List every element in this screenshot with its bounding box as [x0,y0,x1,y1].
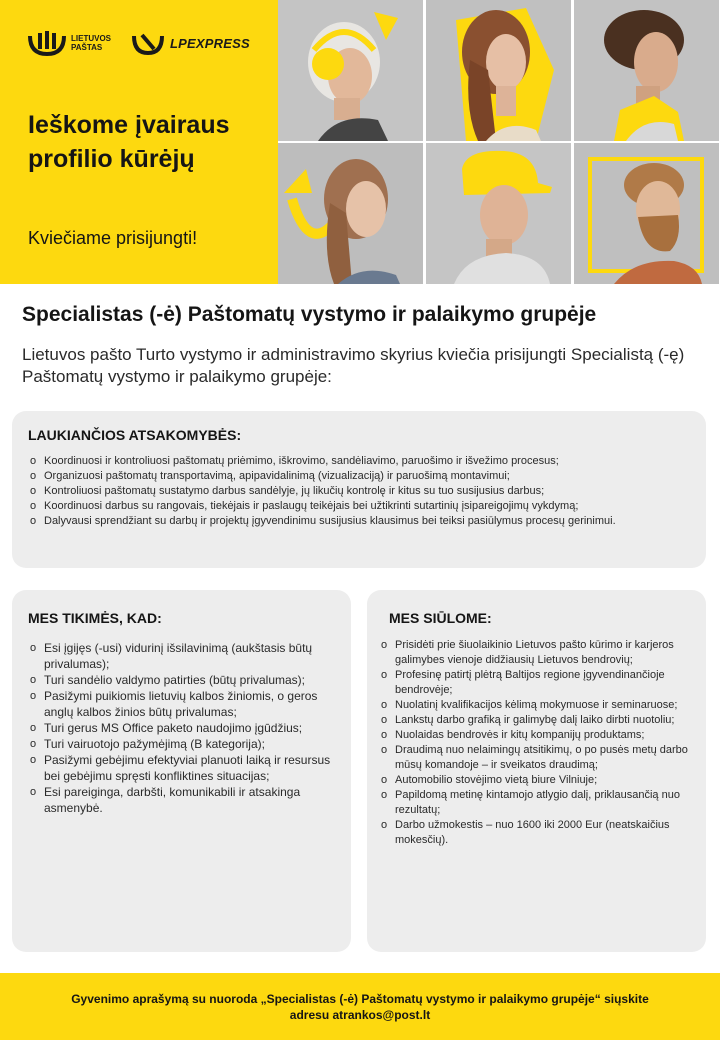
responsibilities-box [12,411,706,568]
list-item: o Turi sandėlio valdymo patirties (būtų privalumas); [28,672,337,688]
list-item: o Koordinuosi ir kontroliuosi paštomatų priėmimo, iškrovimo, sandėliavimo, paruošimo ir išvežimo procesus; [28,454,692,469]
lpexpress-emblem-icon [131,31,165,55]
footer-banner [0,973,720,1040]
expectations-list [28,640,337,816]
offer-title: MES SIŪLOME: [389,610,492,626]
photo-woman-headphones [278,0,423,141]
logo-text-line1: LIETUVOS [71,34,112,43]
list-item: o Dalyvausi sprendžiant su darbų ir projektų įgyvendinimu susijusius klausimus bei teiksi pasiūlymus procesų gerinimui. [28,514,692,529]
photo-woman-arrow [278,143,423,284]
lpexpress-text: LPEXPRESS [170,35,250,51]
list-item: o Turi vairuotojo pažymėjimą (B kategorija); [28,736,337,752]
offer-list [379,638,694,848]
yellow-panel [0,0,278,284]
intro-text: Lietuvos pašto Turto vystymo ir administravimo skyrius kviečia prisijungti Specialistą (-ę) Paštomatų vystymo ir palaikymo grupėje: [22,345,685,386]
list-item: o Papildomą metinę kintamojo atlygio dalį, priklausančią nuo rezultatų; [379,788,694,818]
list-item: o Lankstų darbo grafiką ir galimybę dalį laiko dirbti nuotoliu; [379,713,694,728]
job-title: Specialistas (-ė) Paštomatų vystymo ir palaikymo grupėje [22,303,597,326]
list-item: o Nuolatinį kvalifikacijos kėlimą mokymuose ir seminaruose; [379,698,694,713]
headline: Ieškome įvairaus profilio kūrėjų [28,111,230,173]
list-item: o Turi gerus MS Office paketo naudojimo įgūdžius; [28,720,337,736]
list-item: o Pasižymi puikiomis lietuvių kalbos žiniomis, o geros anglų kalbos žinios būtų privalumas; [28,688,337,720]
list-item: o Prisidėti prie šiuolaikinio Lietuvos pašto kūrimo ir karjeros galimybes vienoje didžiausių Lietuvos bendrovių; [379,638,694,668]
logos [28,30,250,56]
expectations-title: MES TIKIMĖS, KAD: [28,610,162,626]
lietuvos-pastas-emblem-icon [28,30,66,56]
footer-instruction: Gyvenimo aprašymą su nuoroda „Specialistas (-ė) Paštomatų vystymo ir palaikymo grupėje“ siųskite [71,992,649,1006]
logo-text-line2: PAŠTAS [71,43,103,52]
responsibilities-title: LAUKIANČIOS ATSAKOMYBĖS: [28,427,242,443]
photo-curly-man [574,0,719,141]
responsibilities-list [28,454,692,529]
offer-box [367,590,706,952]
subhead: Kviečiame prisijungti! [28,228,198,248]
list-item: o Kontroliuosi paštomatų sustatymo darbus sandėlyje, jų likučių kontrolę ir kitus su tuo susijusius darbus; [28,484,692,499]
list-item: o Profesinę patirtį plėtrą Baltijos regione įgyvendinančioje bendrovėje; [379,668,694,698]
photo-woman-long-hair [426,0,571,141]
photo-bearded-man [574,143,719,284]
header-banner [0,0,720,284]
list-item: o Nuolaidas bendrovės ir kitų kompanijų produktams; [379,728,694,743]
photo-man-yellow-cap [426,143,571,284]
list-item: o Organizuosi paštomatų transportavimą, apipavidalinimą (vizualizaciją) ir paruošimą montavimui; [28,469,692,484]
photo-grid [278,0,720,284]
lietuvos-pastas-logo [28,30,111,56]
list-item: o Pasižymi gebėjimu efektyviai planuoti laiką ir resursus bei gebėjimu spręsti konfliktines situacijas; [28,752,337,784]
list-item: o Darbo užmokestis – nuo 1600 iki 2000 Eur (neatskaičius mokesčių). [379,818,694,848]
list-item: o Koordinuosi darbus su rangovais, tiekėjais ir paslaugų teikėjais bei užtikrinti sutartinių įsipareigojimų vykdymą; [28,499,692,514]
list-item: o Esi pareiginga, darbšti, komunikabili ir atsakinga asmenybė. [28,784,337,816]
list-item: o Esi įgijęs (-usi) vidurinį išsilavinimą (aukštasis būtų privalumas); [28,640,337,672]
lpexpress-logo [131,31,250,55]
footer-email: adresu atrankos@post.lt [289,1008,431,1022]
list-item: o Draudimą nuo nelaimingų atsitikimų, o po pusės metų darbo mūsų komandoje – ir sveikatos draudimą; [379,743,694,773]
list-item: o Automobilio stovėjimo vietą biure Vilniuje; [379,773,694,788]
expectations-box [12,590,351,952]
